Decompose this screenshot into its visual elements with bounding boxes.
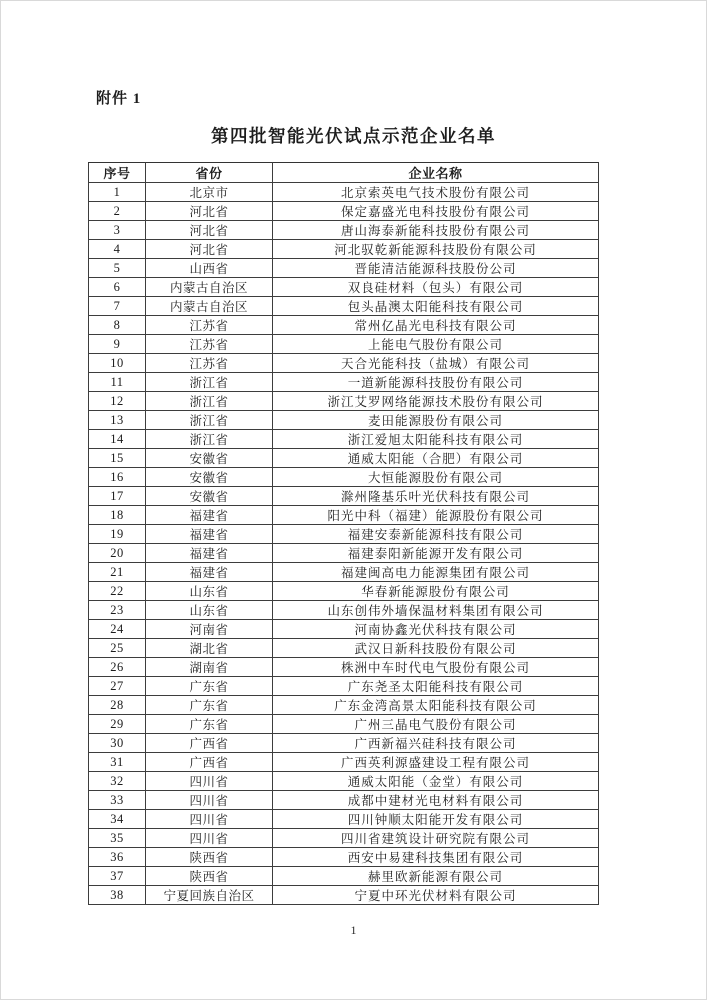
company-cell: 通威太阳能（合肥）有限公司 — [273, 449, 599, 468]
company-cell: 天合光能科技（盐城）有限公司 — [273, 354, 599, 373]
province-cell: 浙江省 — [146, 411, 273, 430]
attachment-label: 附件 1 — [96, 91, 142, 107]
table-row — [89, 183, 599, 202]
row-number-cell: 6 — [89, 278, 146, 297]
province-cell: 河北省 — [146, 240, 273, 259]
company-cell: 浙江爱旭太阳能科技有限公司 — [273, 430, 599, 449]
table-row — [89, 259, 599, 278]
province-cell: 宁夏回族自治区 — [146, 886, 273, 905]
province-cell: 安徽省 — [146, 487, 273, 506]
province-cell: 北京市 — [146, 183, 273, 202]
table-row — [89, 848, 599, 867]
row-number-cell: 11 — [89, 373, 146, 392]
table-row — [89, 487, 599, 506]
company-cell: 四川钟顺太阳能开发有限公司 — [273, 810, 599, 829]
row-number-cell: 34 — [89, 810, 146, 829]
column-header-company: 企业名称 — [273, 163, 599, 183]
company-cell: 赫里欧新能源有限公司 — [273, 867, 599, 886]
row-number-cell: 2 — [89, 202, 146, 221]
province-cell: 四川省 — [146, 791, 273, 810]
table-row — [89, 221, 599, 240]
company-cell: 西安中易建科技集团有限公司 — [273, 848, 599, 867]
company-cell: 浙江艾罗网络能源技术股份有限公司 — [273, 392, 599, 411]
table-row — [89, 867, 599, 886]
row-number-cell: 19 — [89, 525, 146, 544]
table-header-row — [89, 163, 599, 183]
company-cell: 河南协鑫光伏科技有限公司 — [273, 620, 599, 639]
table-row — [89, 544, 599, 563]
row-number-cell: 37 — [89, 867, 146, 886]
row-number-cell: 5 — [89, 259, 146, 278]
province-cell: 江苏省 — [146, 335, 273, 354]
province-cell: 福建省 — [146, 525, 273, 544]
province-cell: 广东省 — [146, 696, 273, 715]
table-row — [89, 449, 599, 468]
province-cell: 四川省 — [146, 810, 273, 829]
company-cell: 滁州隆基乐叶光伏科技有限公司 — [273, 487, 599, 506]
row-number-cell: 29 — [89, 715, 146, 734]
column-header-number: 序号 — [89, 163, 146, 183]
province-cell: 福建省 — [146, 563, 273, 582]
province-cell: 浙江省 — [146, 392, 273, 411]
table-row — [89, 392, 599, 411]
row-number-cell: 21 — [89, 563, 146, 582]
row-number-cell: 26 — [89, 658, 146, 677]
company-cell: 福建泰阳新能源开发有限公司 — [273, 544, 599, 563]
province-cell: 陕西省 — [146, 848, 273, 867]
company-cell: 麦田能源股份有限公司 — [273, 411, 599, 430]
row-number-cell: 22 — [89, 582, 146, 601]
table-row — [89, 677, 599, 696]
province-cell: 浙江省 — [146, 430, 273, 449]
province-cell: 安徽省 — [146, 449, 273, 468]
province-cell: 广东省 — [146, 677, 273, 696]
row-number-cell: 25 — [89, 639, 146, 658]
company-cell: 包头晶澳太阳能科技有限公司 — [273, 297, 599, 316]
province-cell: 广西省 — [146, 734, 273, 753]
row-number-cell: 9 — [89, 335, 146, 354]
row-number-cell: 32 — [89, 772, 146, 791]
company-cell: 上能电气股份有限公司 — [273, 335, 599, 354]
table-row — [89, 734, 599, 753]
company-cell: 华春新能源股份有限公司 — [273, 582, 599, 601]
page-number: 1 — [350, 923, 357, 937]
company-cell: 大恒能源股份有限公司 — [273, 468, 599, 487]
table-row — [89, 696, 599, 715]
company-cell: 广西英利源盛建设工程有限公司 — [273, 753, 599, 772]
table-row — [89, 620, 599, 639]
row-number-cell: 10 — [89, 354, 146, 373]
table-row — [89, 810, 599, 829]
company-cell: 武汉日新科技股份有限公司 — [273, 639, 599, 658]
company-cell: 晋能清洁能源科技股份公司 — [273, 259, 599, 278]
table-row — [89, 791, 599, 810]
row-number-cell: 35 — [89, 829, 146, 848]
table-row — [89, 658, 599, 677]
row-number-cell: 4 — [89, 240, 146, 259]
row-number-cell: 20 — [89, 544, 146, 563]
company-cell: 广西新福兴硅科技有限公司 — [273, 734, 599, 753]
row-number-cell: 18 — [89, 506, 146, 525]
province-cell: 江苏省 — [146, 316, 273, 335]
table-row — [89, 753, 599, 772]
province-cell: 广西省 — [146, 753, 273, 772]
row-number-cell: 3 — [89, 221, 146, 240]
table-row — [89, 582, 599, 601]
table-row — [89, 240, 599, 259]
row-number-cell: 8 — [89, 316, 146, 335]
province-cell: 山东省 — [146, 601, 273, 620]
page-title: 第四批智能光伏试点示范企业名单 — [211, 126, 496, 146]
table-row — [89, 506, 599, 525]
company-cell: 通威太阳能（金堂）有限公司 — [273, 772, 599, 791]
company-cell: 阳光中科（福建）能源股份有限公司 — [273, 506, 599, 525]
table-row — [89, 715, 599, 734]
table-row — [89, 886, 599, 905]
company-cell: 株洲中车时代电气股份有限公司 — [273, 658, 599, 677]
company-cell: 保定嘉盛光电科技股份有限公司 — [273, 202, 599, 221]
table-row — [89, 468, 599, 487]
row-number-cell: 38 — [89, 886, 146, 905]
company-cell: 宁夏中环光伏材料有限公司 — [273, 886, 599, 905]
table-row — [89, 411, 599, 430]
table-row — [89, 202, 599, 221]
row-number-cell: 16 — [89, 468, 146, 487]
table-row — [89, 563, 599, 582]
row-number-cell: 24 — [89, 620, 146, 639]
province-cell: 山东省 — [146, 582, 273, 601]
company-cell: 福建安泰新能源科技有限公司 — [273, 525, 599, 544]
company-cell: 广东尧圣太阳能科技有限公司 — [273, 677, 599, 696]
company-cell: 河北驭乾新能源科技股份有限公司 — [273, 240, 599, 259]
table-row — [89, 373, 599, 392]
province-cell: 河南省 — [146, 620, 273, 639]
province-cell: 四川省 — [146, 772, 273, 791]
province-cell: 内蒙古自治区 — [146, 278, 273, 297]
table-row — [89, 354, 599, 373]
row-number-cell: 7 — [89, 297, 146, 316]
province-cell: 湖北省 — [146, 639, 273, 658]
company-cell: 双良硅材料（包头）有限公司 — [273, 278, 599, 297]
table-row — [89, 430, 599, 449]
company-cell: 广东金湾高景太阳能科技有限公司 — [273, 696, 599, 715]
company-cell: 四川省建筑设计研究院有限公司 — [273, 829, 599, 848]
province-cell: 浙江省 — [146, 373, 273, 392]
row-number-cell: 15 — [89, 449, 146, 468]
row-number-cell: 23 — [89, 601, 146, 620]
company-cell: 成都中建材光电材料有限公司 — [273, 791, 599, 810]
row-number-cell: 12 — [89, 392, 146, 411]
company-cell: 常州亿晶光电科技有限公司 — [273, 316, 599, 335]
company-cell: 一道新能源科技股份有限公司 — [273, 373, 599, 392]
province-cell: 陕西省 — [146, 867, 273, 886]
table-row — [89, 335, 599, 354]
table-row — [89, 297, 599, 316]
row-number-cell: 36 — [89, 848, 146, 867]
province-cell: 安徽省 — [146, 468, 273, 487]
province-cell: 江苏省 — [146, 354, 273, 373]
row-number-cell: 31 — [89, 753, 146, 772]
province-cell: 广东省 — [146, 715, 273, 734]
province-cell: 湖南省 — [146, 658, 273, 677]
row-number-cell: 17 — [89, 487, 146, 506]
province-cell: 福建省 — [146, 544, 273, 563]
table-row — [89, 829, 599, 848]
table-row — [89, 316, 599, 335]
province-cell: 四川省 — [146, 829, 273, 848]
company-cell: 北京索英电气技术股份有限公司 — [273, 183, 599, 202]
province-cell: 山西省 — [146, 259, 273, 278]
company-cell: 唐山海泰新能科技股份有限公司 — [273, 221, 599, 240]
table-row — [89, 601, 599, 620]
company-cell: 广州三晶电气股份有限公司 — [273, 715, 599, 734]
province-cell: 福建省 — [146, 506, 273, 525]
table-body — [89, 183, 599, 905]
province-cell: 河北省 — [146, 202, 273, 221]
row-number-cell: 27 — [89, 677, 146, 696]
table-row — [89, 639, 599, 658]
row-number-cell: 30 — [89, 734, 146, 753]
table-row — [89, 278, 599, 297]
table-row — [89, 772, 599, 791]
row-number-cell: 33 — [89, 791, 146, 810]
company-cell: 福建闽高电力能源集团有限公司 — [273, 563, 599, 582]
enterprise-table — [88, 162, 599, 905]
row-number-cell: 14 — [89, 430, 146, 449]
row-number-cell: 1 — [89, 183, 146, 202]
column-header-province: 省份 — [146, 163, 273, 183]
row-number-cell: 28 — [89, 696, 146, 715]
province-cell: 内蒙古自治区 — [146, 297, 273, 316]
table-row — [89, 525, 599, 544]
company-cell: 山东创伟外墙保温材料集团有限公司 — [273, 601, 599, 620]
province-cell: 河北省 — [146, 221, 273, 240]
row-number-cell: 13 — [89, 411, 146, 430]
